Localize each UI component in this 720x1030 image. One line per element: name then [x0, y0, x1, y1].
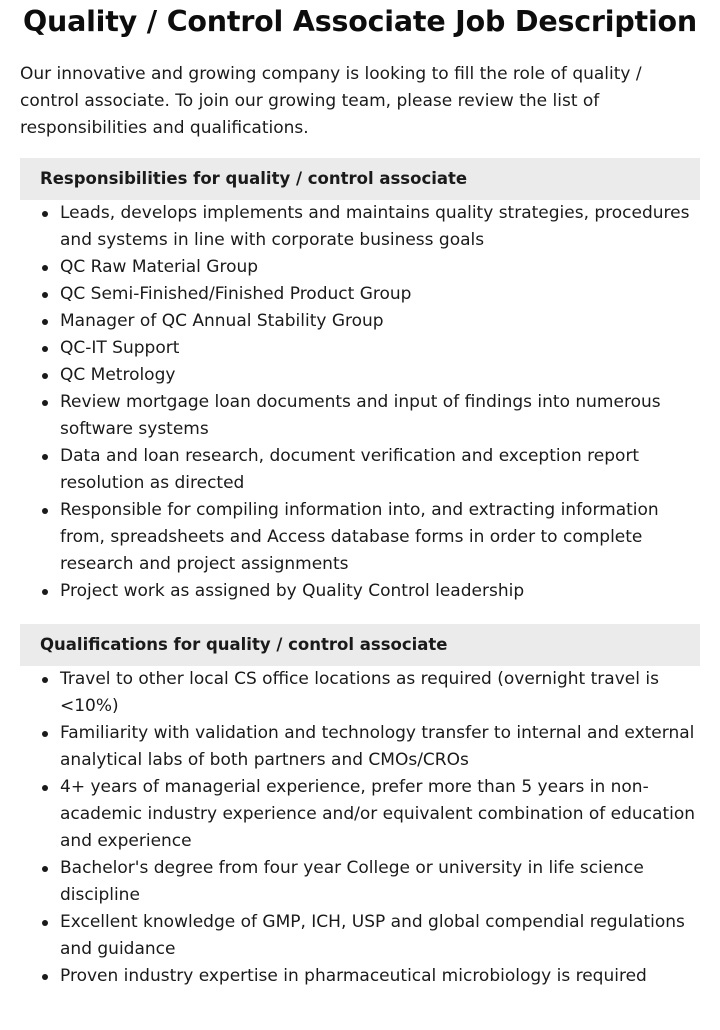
list-item-text: QC Metrology [60, 365, 176, 385]
list-item-text: Leads, develops implements and maintains quality strategies, procedures and systems in line with corporate business goals [60, 203, 690, 250]
list-item [20, 497, 700, 578]
list-item [20, 720, 700, 774]
list-item [20, 308, 700, 335]
list-item [20, 666, 700, 720]
bullet-icon [42, 211, 48, 217]
page-title: Quality / Control Associate Job Description [22, 5, 698, 38]
bullet-icon [42, 677, 48, 683]
list-item [20, 774, 700, 855]
list-item [20, 200, 700, 254]
list-item-text: Data and loan research, document verification and exception report resolution as directed [60, 446, 640, 493]
bullet-icon [42, 589, 48, 595]
list-item [20, 281, 700, 308]
list-item-text: Travel to other local CS office locations as required (overnight travel is <10%) [60, 669, 659, 716]
bullet-icon [42, 508, 48, 514]
list-item-text: Proven industry expertise in pharmaceutical microbiology is required [60, 966, 647, 986]
bullet-icon [42, 400, 48, 406]
bullet-icon [42, 454, 48, 460]
bullet-icon [42, 731, 48, 737]
responsibilities-heading: Responsibilities for quality / control associate [20, 158, 700, 200]
qualifications-heading: Qualifications for quality / control associate [20, 624, 700, 666]
list-item-text: QC Raw Material Group [60, 257, 259, 277]
bullet-icon [42, 373, 48, 379]
bullet-icon [42, 346, 48, 352]
list-item [20, 855, 700, 909]
list-item [20, 335, 700, 362]
list-item [20, 578, 700, 605]
list-item-text: Review mortgage loan documents and input of findings into numerous software systems [60, 392, 661, 439]
list-item-text: Excellent knowledge of GMP, ICH, USP and global compendial regulations and guidance [60, 912, 685, 959]
list-item [20, 389, 700, 443]
bullet-icon [42, 866, 48, 872]
bullet-icon [42, 292, 48, 298]
bullet-icon [42, 319, 48, 325]
list-item [20, 963, 700, 990]
list-item-text: Project work as assigned by Quality Control leadership [60, 581, 525, 601]
list-item-text: Bachelor's degree from four year College or university in life science discipline [60, 858, 644, 905]
list-item-text: Responsible for compiling information into, and extracting information from, spreadsheets and Access database forms in order to complete research and project assignments [60, 500, 659, 574]
list-item [20, 254, 700, 281]
list-item [20, 362, 700, 389]
list-item-text: QC-IT Support [60, 338, 180, 358]
list-item-text: QC Semi-Finished/Finished Product Group [60, 284, 412, 304]
list-item [20, 443, 700, 497]
bullet-icon [42, 265, 48, 271]
responsibilities-list [20, 200, 700, 605]
bullet-icon [42, 974, 48, 980]
intro-paragraph: Our innovative and growing company is looking to fill the role of quality / control associate. To join our growing team, please review the list of responsibilities and qualifications. [20, 64, 642, 138]
list-item-text: 4+ years of managerial experience, prefer more than 5 years in non-academic industry experience and/or equivalent combination of education and experience [60, 777, 696, 851]
bullet-icon [42, 785, 48, 791]
qualifications-list [20, 666, 700, 990]
list-item [20, 909, 700, 963]
list-item-text: Manager of QC Annual Stability Group [60, 311, 384, 331]
list-item-text: Familiarity with validation and technology transfer to internal and external analytical labs of both partners and CMOs/CROs [60, 723, 695, 770]
bullet-icon [42, 920, 48, 926]
